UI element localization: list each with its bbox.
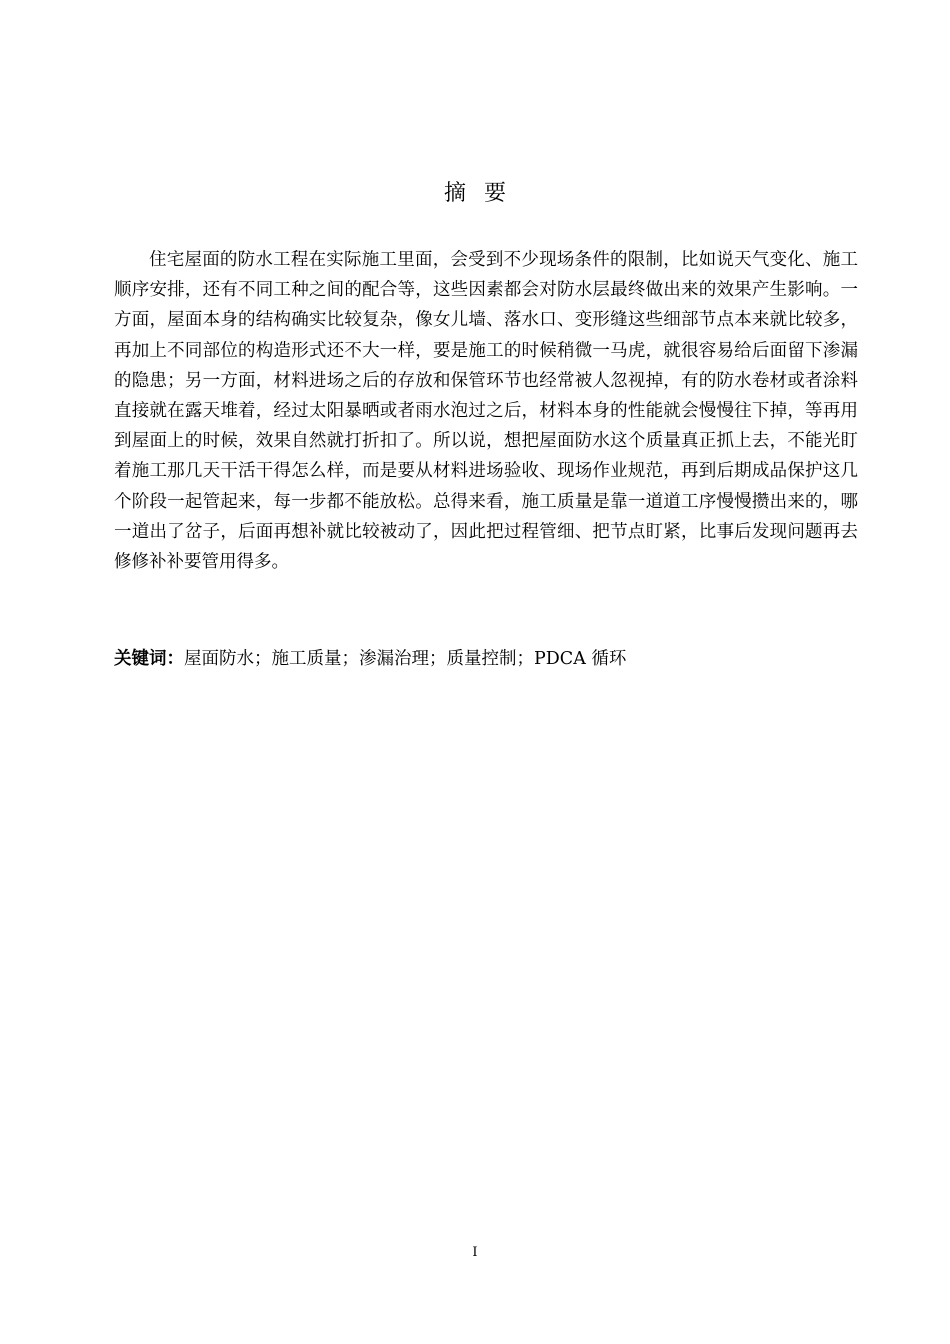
keywords-line [114,645,858,673]
abstract-title: 摘要 [443,181,524,206]
abstract-body: 住宅屋面的防水工程在实际施工里面，会受到不少现场条件的限制，比如说天气变化、施工顺序安排，还有不同工种之间的配合等，这些因素都会对防水层最终做出来的效果产生影响。一方面，屋面本身的结构确实比较复杂，像女儿墙、落水口、变形缝这些细部节点本来就比较多，再加上不同部位的构造形式还不大一样，要是施工的时候稍微一马虎，就很容易给后面留下渗漏的隐患；另一方面，材料进场之后的存放和保管环节也经常被人忽视掉，有的防水卷材或者涂料直接就在露天堆着，经过太阳暴晒或者雨水泡过之后，材料本身的性能就会慢慢往下掉，等再用到屋面上的时候，效果自然就打折扣了。所以说，想把屋面防水这个质量真正抓上去，不能光盯着施工那几天干活干得怎么样，而是要从材料进场验收、现场作业规范，再到后期成品保护这几个阶段一起管起来，每一步都不能放松。总得来看，施工质量是靠一道道工序慢慢攒出来的，哪一道出了岔子，后面再想补就比较被动了，因此把过程管细、把节点盯紧，比事后发现问题再去修修补补要管用得多。 [114,250,858,573]
keywords-label: 关键词： [114,649,184,669]
page-number: I [472,1245,478,1260]
keywords-value: 屋面防水；施工质量；渗漏治理；质量控制；PDCA 循环 [184,649,627,669]
